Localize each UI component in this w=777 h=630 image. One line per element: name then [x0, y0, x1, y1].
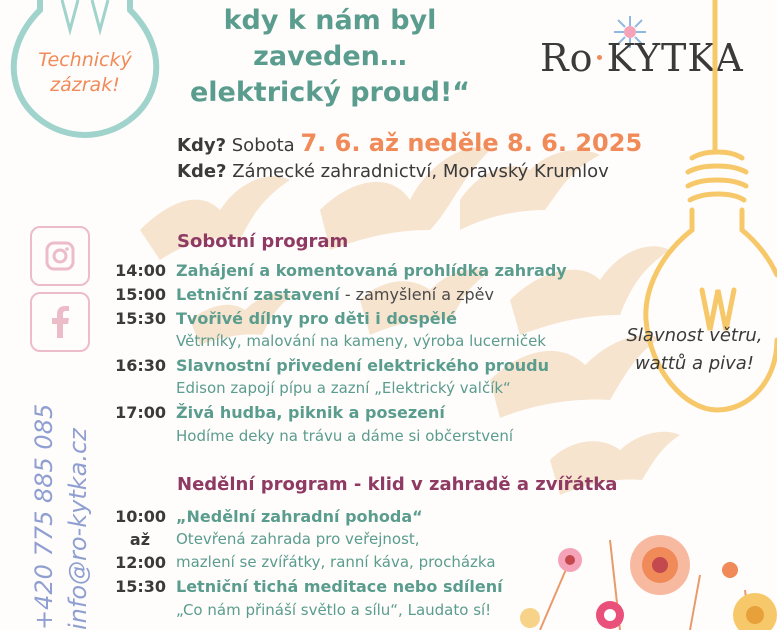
- badge-line-1: Technický: [38, 49, 132, 71]
- instagram-icon[interactable]: [30, 226, 90, 286]
- side-note: [612, 322, 777, 378]
- contact-phone[interactable]: +420 775 885 085: [30, 403, 58, 630]
- facebook-icon[interactable]: [30, 292, 90, 352]
- sun-time-2: 12:00: [115, 553, 166, 572]
- when-day: Sobota: [231, 135, 295, 156]
- sunday-heading: Nedělní program - klid v zahradě a zvířátka: [177, 474, 618, 495]
- sat-title-5: Živá hudba, piknik a posezení: [176, 403, 445, 422]
- sat-time-5: 17:00: [115, 403, 166, 422]
- technical-wonder-badge: [30, 48, 140, 98]
- when-line: [177, 130, 642, 159]
- where-label: Kde?: [177, 161, 227, 182]
- when-label: Kdy?: [177, 135, 227, 156]
- page-title: [150, 3, 510, 111]
- logo-dot: ·: [593, 36, 607, 80]
- sun-sub-2: „Co nám přináší světlo a sílu“, Laudato sí!: [176, 601, 492, 619]
- title-line-1: kdy k nám byl zaveden…: [223, 5, 437, 72]
- title-line-2: elektrický proud!“: [189, 77, 471, 108]
- when-dates: 7. 6. až neděle 8. 6. 2025: [300, 129, 643, 157]
- sat-time-3: 15:30: [115, 309, 166, 328]
- sun-time-to: až: [129, 530, 150, 549]
- sat-time-4: 16:30: [115, 356, 166, 375]
- sat-title-2-main: Letniční zastavení: [176, 285, 340, 304]
- contact-email[interactable]: info@ro-kytka.cz: [64, 428, 92, 630]
- sat-title-3: Tvořivé dílny pro děti i dospělé: [176, 309, 457, 328]
- sun-title-2: Letniční tichá meditace nebo sdílení: [176, 577, 503, 596]
- sat-time-1: 14:00: [115, 261, 166, 280]
- sun-time-1: 10:00: [115, 507, 166, 526]
- sat-sub-4: Edison zapojí pípu a zazní „Elektrický valčík“: [176, 379, 511, 397]
- sun-sub-1b: mazlení se zvířátky, ranní káva, procházka: [176, 553, 496, 571]
- sat-time-2: 15:00: [115, 285, 166, 304]
- side-note-line-2: wattů a piva!: [634, 353, 755, 374]
- sat-sub-3: Větrníky, malování na kameny, výroba lucerniček: [176, 332, 546, 350]
- where-line: [177, 159, 609, 185]
- side-note-line-1: Slavnost větru,: [626, 325, 763, 346]
- saturday-heading: Sobotní program: [177, 231, 349, 252]
- badge-line-2: zázrak!: [50, 74, 120, 96]
- sun-title-1: „Nedělní zahradní pohoda“: [176, 507, 423, 526]
- sun-sub-1a: Otevřená zahrada pro veřejnost,: [176, 530, 420, 548]
- sat-title-4: Slavnostní přivedení elektrického proudu: [176, 356, 550, 375]
- logo-text-right: KYTKA: [606, 36, 744, 80]
- sat-sub-5: Hodíme deky na trávu a dáme si občerstvení: [176, 427, 514, 445]
- sat-title-2-suffix: - zamyšlení a zpěv: [339, 285, 494, 304]
- sat-title-1: Zahájení a komentovaná prohlídka zahrady: [176, 261, 567, 280]
- sat-title-2: [176, 285, 494, 304]
- logo-text-left: Ro: [540, 36, 594, 80]
- sun-time-3: 15:30: [115, 577, 166, 596]
- where-place: Zámecké zahradnictví, Moravský Krumlov: [232, 161, 609, 182]
- flower-decoration: [500, 520, 777, 630]
